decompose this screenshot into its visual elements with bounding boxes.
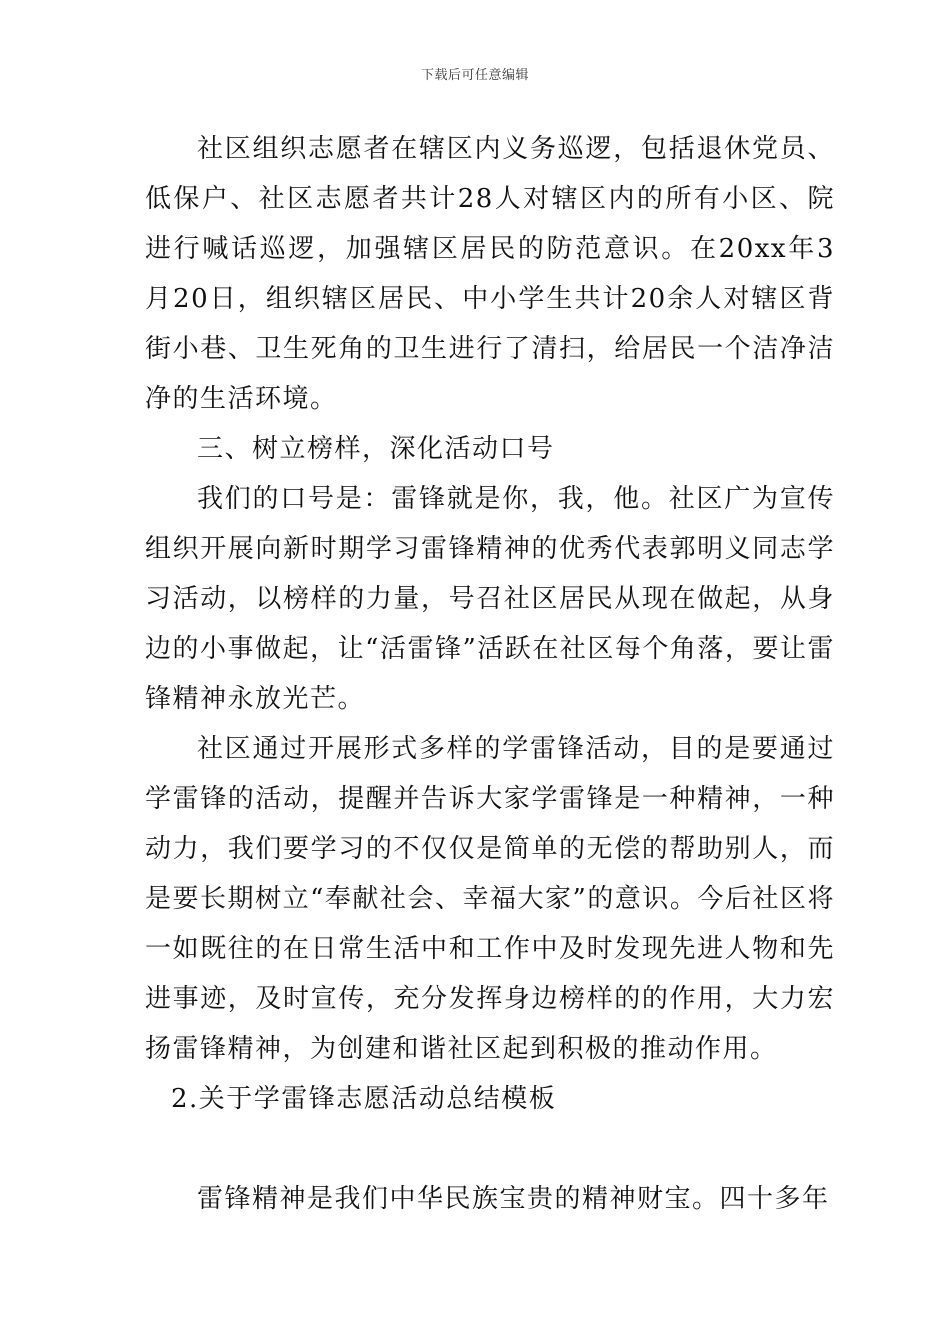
paragraph-patrol: 社区组织志愿者在辖区内义务巡逻，包括退休党员、低保户、社区志愿者共计28人对辖区内的所有小区、院进行喊话巡逻，加强辖区居民的防范意识。在20xx年3月20日，组织辖区居民、中小学生共计20余人对辖区背街小巷、卫生死角的卫生进行了清扫，给居民一个洁净洁净的生活环境。 [145,134,835,414]
paragraph-summary: 社区通过开展形式多样的学雷锋活动，目的是要通过学雷锋的活动，提醒并告诉大家学雷锋是一种精神，一种动力，我们要学习的不仅仅是简单的无偿的帮助别人，而是要长期树立“奉献社会、幸福大家”的意识。今后社区将一如既往的在日常生活中和工作中及时发现先进人物和先进事迹，及时宣传，充分发挥身边榜样的的作用，大力宏扬雷锋精神，为创建和谐社区起到积极的推动作用。 [145,734,835,1064]
paragraph-slogan: 我们的口号是：雷锋就是你，我，他。社区广为宣传组织开展向新时期学习雷锋精神的优秀代表郭明义同志学习活动，以榜样的力量，号召社区居民从现在做起，从身边的小事做起，让“活雷锋”活跃在社区每个角落，要让雷锋精神永放光芒。 [145,484,835,714]
section-title: 2.关于学雷锋志愿活动总结模板 [171,1084,557,1114]
blank-line [145,1124,835,1174]
header-note: 下载后可任意编辑 [420,68,529,83]
subheading-role-model: 三、树立榜样，深化活动口号 [197,434,555,464]
document-body [145,124,835,1224]
paragraph-lei-feng-spirit: 雷锋精神是我们中华民族宝贵的精神财宝。四十多年 [197,1184,830,1214]
